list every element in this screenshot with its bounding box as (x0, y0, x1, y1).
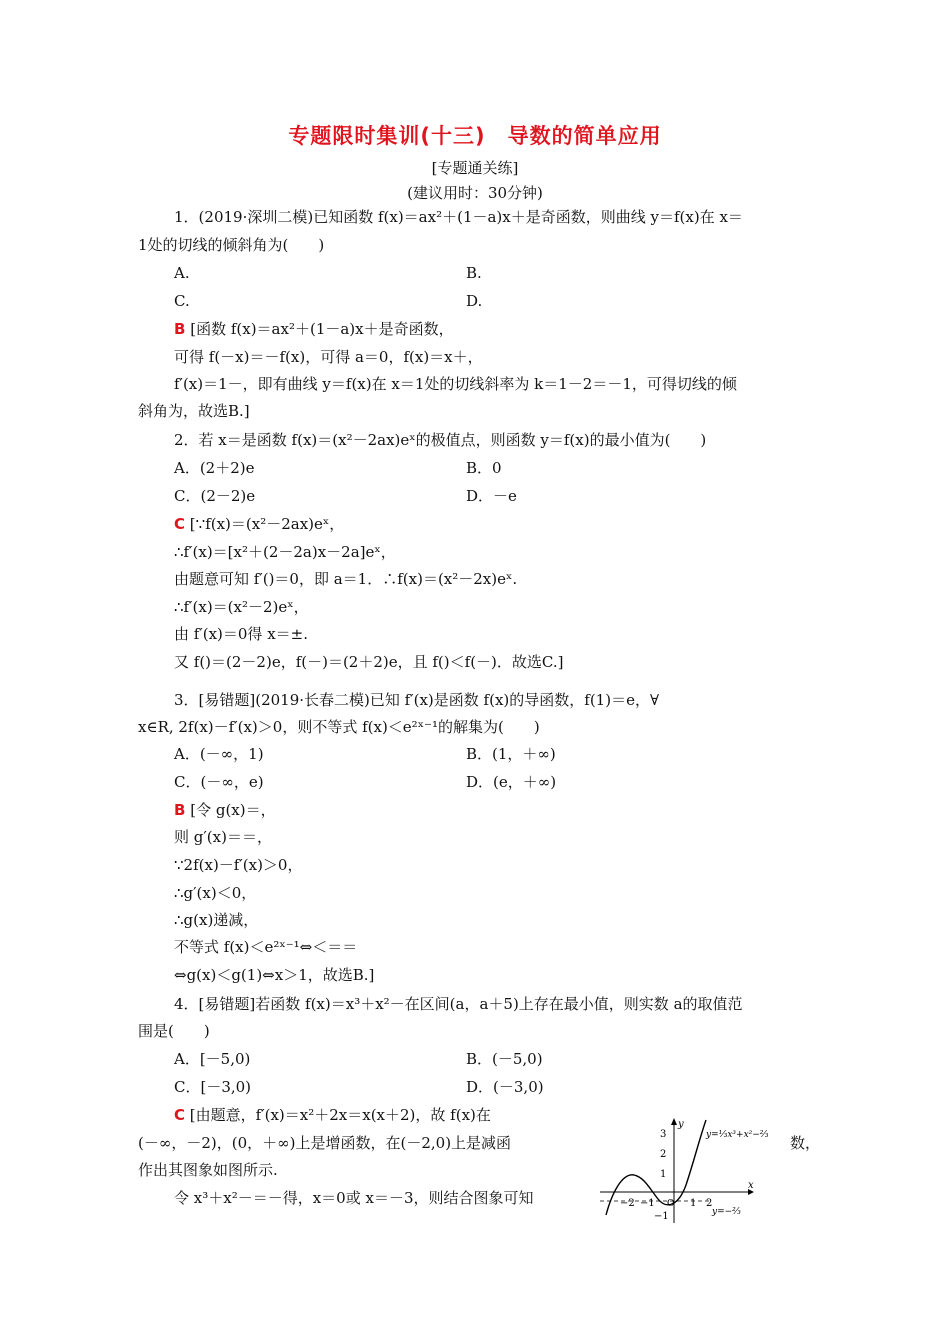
q3-solution-line1 (174, 800, 276, 820)
q4-solution-line4: 令 x³＋x²－＝－得，x＝0或 x＝－3，则结合图象可知 (174, 1189, 534, 1207)
x-tick-neg2: −2 (620, 1198, 635, 1209)
x-tick-neg1: −1 (640, 1198, 655, 1209)
q4-option-b: B．(－5,0) (466, 1050, 543, 1068)
q1-solution-line3: f′(x)＝1－，即有曲线 y＝f(x)在 x＝1处的切线斜率为 k＝1－2＝－1，可得切线的倾 (174, 375, 737, 393)
q2-solution-line2: ∴f′(x)＝[x²＋(2－2a)x－2a]eˣ， (174, 543, 396, 561)
q4-solution-line2-tail: 数， (790, 1134, 821, 1152)
x-axis-label: x (748, 1180, 754, 1191)
q3-option-b: B．(1，＋∞) (466, 745, 556, 763)
q4-solution-text1: [由题意，f′(x)＝x²＋2x＝x(x＋2)，故 f(x)在 (189, 1106, 491, 1124)
q1-solution-line2: 可得 f(－x)＝－f(x)，可得 a＝0，f(x)＝x＋， (174, 348, 483, 366)
line-label: y=−⅔ (712, 1207, 741, 1217)
page-title: 专题限时集训(十三) 导数的简单应用 (288, 124, 662, 148)
q4-answer: C (174, 1106, 186, 1124)
q3-option-a: A．(－∞，1) (174, 745, 264, 763)
q1-solution-text1: [函数 f(x)＝ax²＋(1－a)x＋是奇函数， (190, 320, 454, 338)
y-tick-3: 3 (660, 1129, 667, 1140)
q4-stem-line2: 围是( ) (138, 1022, 210, 1040)
y-tick-1: 1 (660, 1169, 667, 1180)
q4-option-a: A．[－5,0) (174, 1050, 251, 1068)
x-tick-2: 2 (706, 1198, 713, 1209)
q2-stem-line1: 2．若 x＝是函数 f(x)＝(x²－2ax)eˣ的极值点，则函数 y＝f(x)的最小值为( ) (174, 431, 707, 449)
q1-answer: B (174, 320, 186, 338)
y-tick-2: 2 (660, 1149, 667, 1160)
q4-option-d: D．(－3,0) (466, 1078, 544, 1096)
q1-stem-line1: 1．(2019·深圳二模)已知函数 f(x)＝ax²＋(1－a)x＋是奇函数，则曲线 y＝f(x)在 x＝ (174, 208, 743, 226)
q2-option-a: A．(2＋2)e (174, 459, 255, 477)
y-axis-label: y (678, 1119, 684, 1130)
q2-option-b: B．0 (466, 459, 502, 477)
q3-solution-line4: ∴g′(x)＜0， (174, 884, 257, 902)
q4-solution-line2: (－∞，－2)，(0，＋∞)上是增函数，在(－2,0)上是减函 (138, 1134, 512, 1152)
q1-option-a: A. (174, 264, 190, 282)
q2-solution-line4: ∴f′(x)＝(x²－2)eˣ， (174, 598, 309, 616)
q3-solution-text1: [令 g(x)＝， (190, 801, 276, 819)
q3-solution-line2: 则 g′(x)＝＝， (174, 828, 272, 846)
q4-stem-line1: 4．[易错题]若函数 f(x)＝x³＋x²－在区间(a，a＋5)上存在最小值，则实数 a的取值范 (174, 995, 743, 1013)
q3-solution-line5: ∴g(x)递减， (174, 911, 259, 929)
q3-option-c: C．(－∞，e) (174, 773, 264, 791)
q1-option-c: C. (174, 292, 190, 310)
q3-answer: B (174, 801, 186, 819)
q2-answer: C (174, 515, 186, 533)
y-tick-neg1: −1 (654, 1211, 669, 1222)
q3-stem-line1: 3．[易错题](2019·长春二模)已知 f′(x)是函数 f(x)的导函数，f(1)＝e，∀ (174, 691, 659, 709)
origin-label: O (667, 1199, 675, 1209)
q3-solution-line7: ⇔g(x)＜g(1)⇔x＞1，故选B.] (174, 966, 375, 984)
q2-solution-line5: 由 f′(x)＝0得 x＝±. (174, 625, 308, 643)
q4-solution-line3: 作出其图象如图所示. (138, 1161, 278, 1179)
q2-solution-line1 (174, 514, 344, 534)
function-graph (598, 1115, 769, 1225)
y-axis-arrow-icon (671, 1118, 677, 1125)
curve-label: y=⅓x³+x²−⅔ (706, 1130, 769, 1140)
q3-stem-line2: x∈R, 2f(x)－f′(x)＞0，则不等式 f(x)＜e²ˣ⁻¹的解集为( ) (138, 718, 540, 736)
x-tick-1: 1 (690, 1198, 697, 1209)
q3-solution-line3: ∵2f(x)－f′(x)＞0， (174, 856, 303, 874)
section-label: [专题通关练] (431, 159, 519, 177)
q1-solution-line4: 斜角为，故选B.] (138, 402, 250, 420)
q2-option-c: C．(2－2)e (174, 487, 256, 505)
q4-option-c: C．[－3,0) (174, 1078, 252, 1096)
q2-solution-text1: [∵f(x)＝(x²－2ax)eˣ， (189, 515, 345, 533)
q2-solution-line3: 由题意可知 f′()＝0，即 a＝1．∴f(x)＝(x²－2x)eˣ. (174, 570, 518, 588)
q3-solution-line6: 不等式 f(x)＜e²ˣ⁻¹⇔＜＝＝ (174, 938, 358, 956)
q1-option-b: B. (466, 264, 482, 282)
q2-solution-line6: 又 f()＝(2－2)e，f(－)＝(2＋2)e，且 f()＜f(－)．故选C.] (174, 653, 564, 671)
q4-solution-line1 (174, 1105, 491, 1125)
time-hint: (建议用时：30分钟) (407, 184, 543, 202)
q1-stem-line2: 1处的切线的倾斜角为( ) (138, 236, 325, 254)
q1-option-d: D. (466, 292, 483, 310)
q1-solution-line1 (174, 319, 454, 339)
q3-option-d: D．(e，＋∞) (466, 773, 557, 791)
q2-option-d: D．－e (466, 487, 517, 505)
